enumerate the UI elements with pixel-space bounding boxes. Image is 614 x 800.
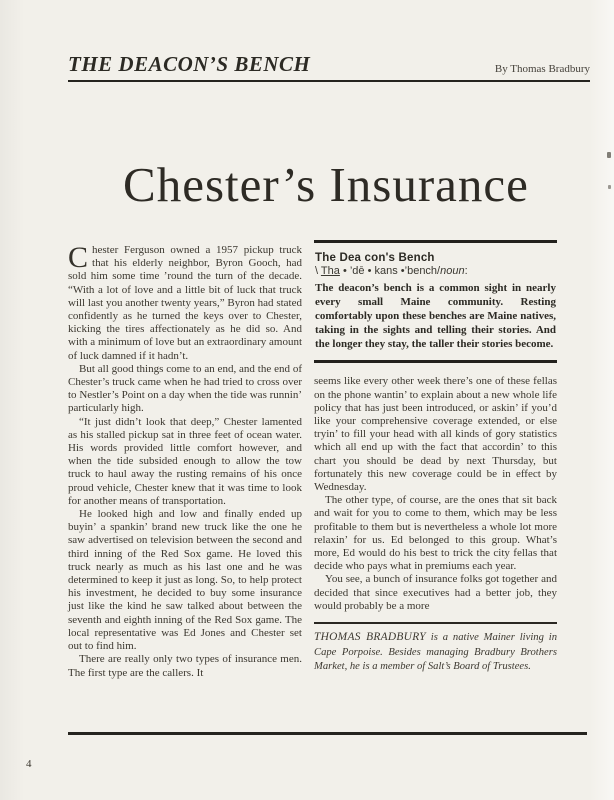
part-of-speech: noun: [440, 265, 465, 278]
pron-syllable-underlined: Tha: [320, 265, 340, 278]
article-column-left: [68, 241, 303, 680]
paragraph: There are really only two types of insurance men. The first type are the callers. It: [68, 653, 302, 679]
paragraph: But all good things come to an end, and the end of Chester’s truck came when he had tried to cross over to Nestler’s Point on a day when the tide was runnin’ particularly high.: [68, 362, 302, 415]
paragraph-text: hester Ferguson owned a 1957 pickup truck that his elderly neighbor, Byron Gooch, had sold him some time ’round the turn of the decade. “With a lot of love and a little bit of luck that truck will last you another twenty years,” Byron had stated confidently as he turned the keys over to Chester, kicking the tires affectionately as he did so. And with a minimum of love but an extraordinary amount of luck damned if it hadn’t.: [68, 244, 303, 362]
masthead: [68, 52, 590, 82]
scan-artifact: [607, 152, 611, 158]
article-column-right: [314, 240, 557, 675]
author-bio: [314, 622, 557, 675]
author-bio-text: is a native Mainer living in Cape Porpoise. Besides managing Bradbury Brothers Market, he is a member of Salt’s Board of Trustees.: [314, 632, 557, 673]
bottom-rule: [68, 732, 587, 735]
byline: By Thomas Bradbury: [494, 63, 590, 75]
paragraph: The other type, of course, are the ones that sit back and wait for you to come to them, which may be less profitable to them but is nevertheless a whole lot more relaxin’ for us. Ed belonged to this group. What’s more, Ed would do his best to trick the city fellas that decide who pays what in premiums each year.: [314, 494, 557, 573]
scan-artifact: [608, 185, 611, 189]
definition-pronunciation: [315, 265, 556, 278]
paragraph: “It just didn’t look that deep,” Chester lamented as his stalled pickup sat in three feet of ocean water. His words provided little comfort however, and when the tide subsided enough to allow the tow truck to haul away the rusting remains of his once proud vehicle, Chester knew that it was time to look for another means of transportation.: [68, 415, 302, 507]
paragraph: You see, a bunch of insurance folks got together and decided that since executives had a better job, they would probably be a more: [314, 573, 557, 612]
drop-cap: C: [68, 241, 89, 274]
definition-heading: The Dea con's Bench: [315, 252, 435, 264]
definition-box: [314, 240, 557, 363]
pron-slash: \: [315, 265, 321, 278]
page-number: 4: [26, 758, 32, 770]
pron-colon: :: [464, 265, 468, 278]
article-headline: Chester’s Insurance: [123, 157, 529, 212]
author-name: THOMAS BRADBURY: [314, 631, 426, 644]
pron-syllables: • ’dē • kans •’bench/: [339, 265, 441, 278]
column-title: THE DEACON’S BENCH: [68, 52, 311, 76]
paragraph: He looked high and low and finally ended up buyin’ a spankin’ brand new truck like the one he saw advertised on television between the second and third inning of the Red Sox game. He loved this truck nearly as much as his last one and he was determined to keep it just as long. So, to help protect his investment, he decided to buy some insurance just like the kind he saw talked about between the seventh and eighth inning of the Red Sox game. The local representative was Ed Jones and Chester set out to find him.: [68, 508, 302, 653]
definition-body: The deacon’s bench is a common sight in nearly every small Maine community. Resting comfortably upon these benches are Maine natives, taking in the sights and telling their stories. And the longer they stay, the taller their stories become.: [315, 282, 556, 350]
paragraph-dropcap: [68, 241, 303, 363]
paragraph: seems like every other week there’s one of these fellas on the phone wantin’ to explain about a new whole life policy that has just been introduced, or askin’ if you’d like your comprehensive coverage extended, or else tryin’ to fill your head with all kinds of gory statistics which all end up with the fact that accordin’ to this chart you should be dead by next Thursday, but fortunately this new coverage could be in effect by Wednesday.: [314, 375, 557, 494]
